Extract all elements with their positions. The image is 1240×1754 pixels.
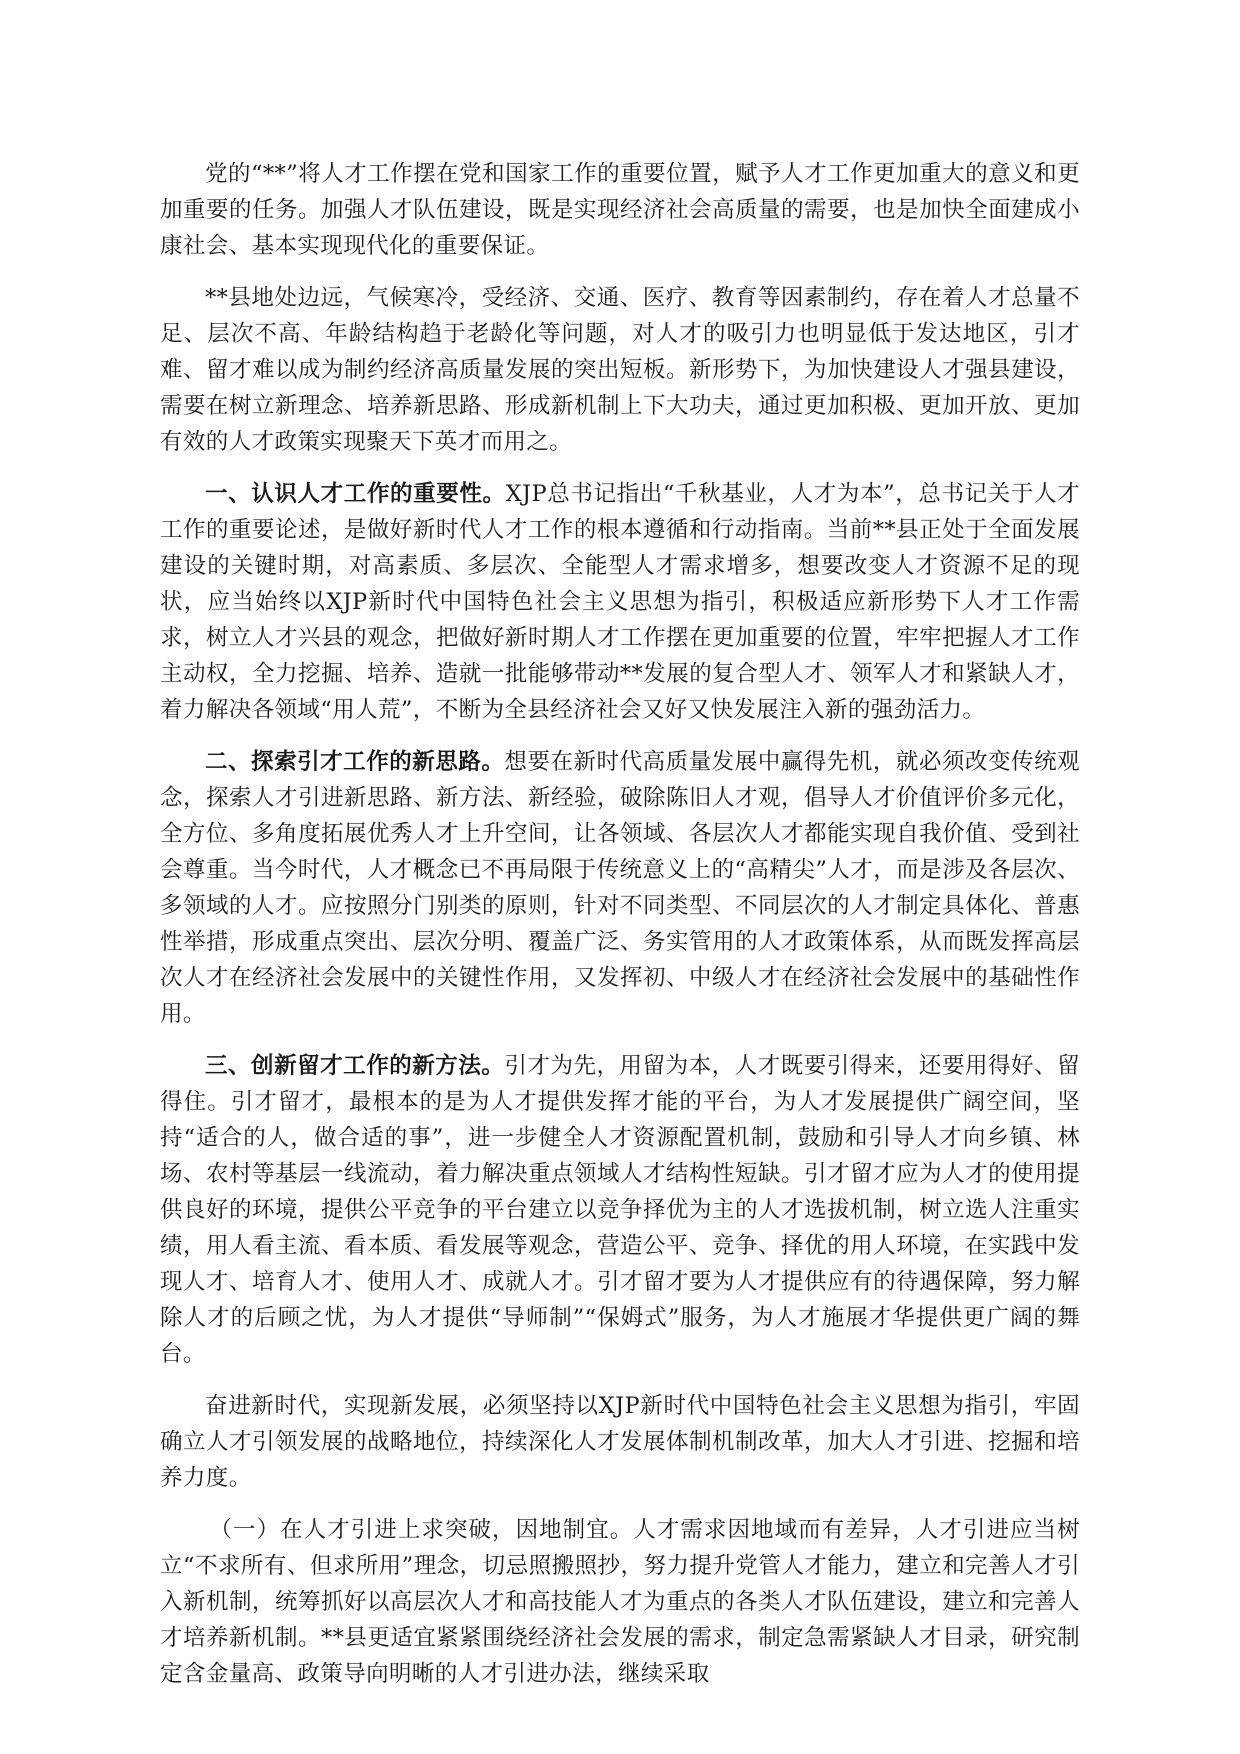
section-3-paragraph (160, 1048, 1080, 1372)
paragraph-text: XJP总书记指出“千秋基业，人才为本”，总书记关于人才工作的重要论述，是做好新时代人才工作的根本遵循和行动指南。当前**县正处于全面发展建设的关键时期，对高素质、多层次、全能型人才需求增多，想要改变人才资源不足的现状，应当始终以XJP新时代中国特色社会主义思想为指引，积极适应新形势下人才工作需求，树立人才兴县的观念，把做好新时期人才工作摆在更加重要的位置，牢牢把握人才工作主动权，全力挖掘、培养、造就一批能够带动**发展的复合型人才、领军人才和紧缺人才，着力解决各领域“用人荒”，不断为全县经济社会又好又快发展注入新的强劲活力。 (160, 481, 1081, 723)
background-paragraph (160, 280, 1080, 460)
section-heading: 二、探索引才工作的新思路。 (205, 749, 505, 775)
section-heading: 一、认识人才工作的重要性。 (205, 481, 506, 507)
paragraph-text: （一）在人才引进上求突破，因地制宜。人才需求因地域而有差异，人才引进应当树立“不求所有、但求所用”理念，切忌照搬照抄，努力提升党管人才能力，建立和完善人才引入新机制，统筹抓好以高层次人才和高技能人才为重点的各类人才队伍建设，建立和完善人才培养新机制。**县更适宜紧紧围绕经济社会发展的需求，制定急需紧缺人才目录，研究制定含金量高、政策导向明晰的人才引进办法，继续采取 (160, 1517, 1080, 1687)
paragraph-text: 想要在新时代高质量发展中赢得先机，就必须改变传统观念，探索人才引进新思路、新方法、新经验，破除陈旧人才观，倡导人才价值评价多元化，全方位、多角度拓展优秀人才上升空间，让各领域、各层次人才都能实现自我价值、受到社会尊重。当今时代，人才概念已不再局限于传统意义上的“高精尖”人才，而是涉及各层次、多领域的人才。应按照分门别类的原则，针对不同类型、不同层次的人才制定具体化、普惠性举措，形成重点突出、层次分明、覆盖广泛、务实管用的人才政策体系，从而既发挥高层次人才在经济社会发展中的关键性作用，又发挥初、中级人才在经济社会发展中的基础性作用。 (160, 749, 1080, 1027)
section-heading: 三、创新留才工作的新方法。 (205, 1053, 505, 1079)
document-body (160, 156, 1080, 1708)
section-2-paragraph (160, 744, 1080, 1032)
intro-paragraph (160, 156, 1080, 264)
paragraph-text: **县地处边远，气候寒冷，受经济、交通、医疗、教育等因素制约，存在着人才总量不足、层次不高、年龄结构趋于老龄化等问题，对人才的吸引力也明显低于发达地区，引才难、留才难以成为制约经济高质量发展的突出短板。新形势下，为加快建设人才强县建设，需要在树立新理念、培养新思路、形成新机制上下大功夫，通过更加积极、更加开放、更加有效的人才政策实现聚天下英才而用之。 (160, 285, 1080, 455)
paragraph-text: 引才为先，用留为本，人才既要引得来，还要用得好、留得住。引才留才，最根本的是为人才提供发挥才能的平台，为人才发展提供广阔空间，坚持“适合的人，做合适的事”，进一步健全人才资源配置机制，鼓励和引导人才向乡镇、林场、农村等基层一线流动，着力解决重点领域人才结构性短缺。引才留才应为人才的使用提供良好的环境，提供公平竞争的平台建立以竞争择优为主的人才选拔机制，树立选人注重实绩，用人看主流、看本质、看发展等观念，营造公平、竞争、择优的用人环境，在实践中发现人才、培育人才、使用人才、成就人才。引才留才要为人才提供应有的待遇保障，努力解除人才的后顾之忧，为人才提供“导师制”“保姆式”服务，为人才施展才华提供更广阔的舞台。 (160, 1053, 1080, 1367)
paragraph-text: 党的“**”将人才工作摆在党和国家工作的重要位置，赋予人才工作更加重大的意义和更加重要的任务。加强人才队伍建设，既是实现经济社会高质量的需要，也是加快全面建成小康社会、基本实现现代化的重要保证。 (160, 161, 1080, 259)
summary-paragraph (160, 1388, 1080, 1496)
paragraph-text: 奋进新时代，实现新发展，必须坚持以XJP新时代中国特色社会主义思想为指引，牢固确立人才引领发展的战略地位，持续深化人才发展体制机制改革，加大人才引进、挖掘和培养力度。 (160, 1393, 1080, 1491)
subsection-1-paragraph (160, 1512, 1080, 1692)
section-1-paragraph (160, 476, 1080, 728)
